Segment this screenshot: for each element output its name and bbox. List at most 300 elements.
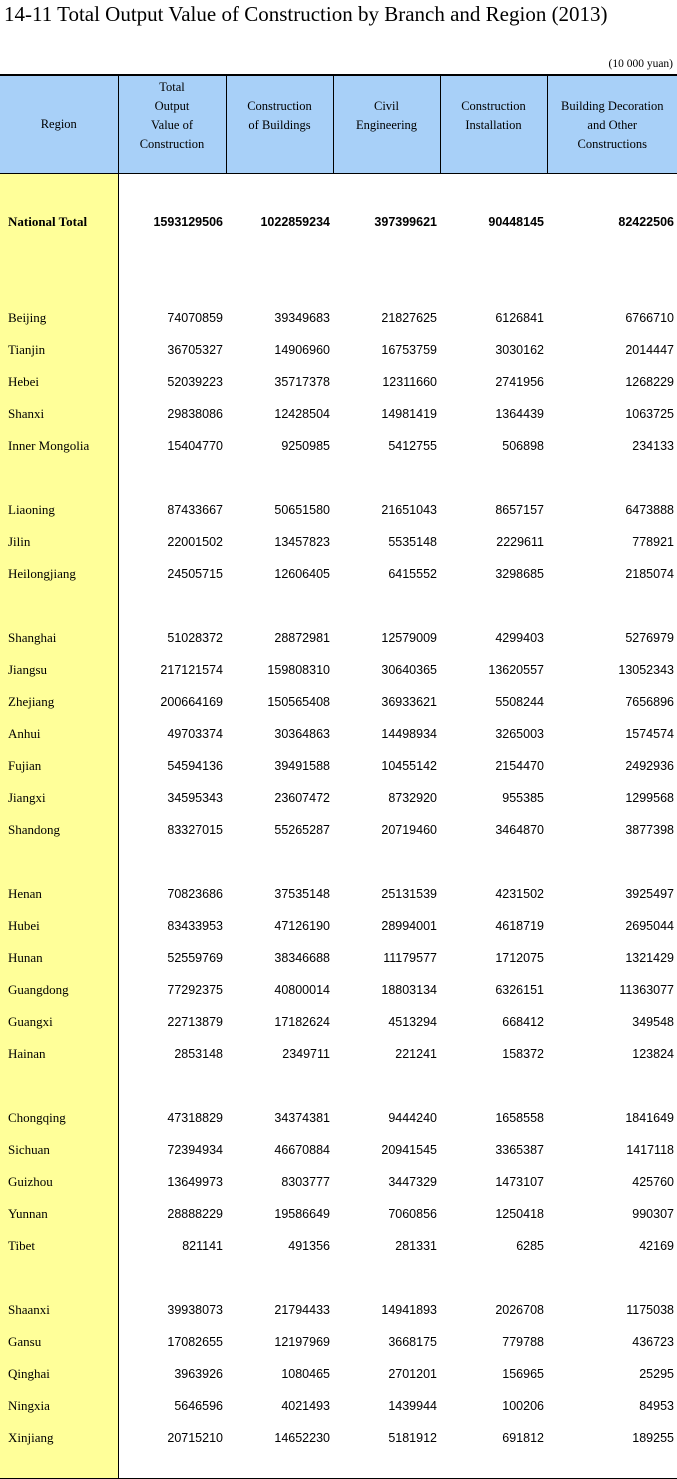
buildings-cell: 159808310 bbox=[226, 654, 333, 686]
spacer-row bbox=[0, 1070, 677, 1102]
buildings-cell: 12197969 bbox=[226, 1326, 333, 1358]
decor-cell: 3877398 bbox=[547, 814, 677, 846]
total-cell: 20715210 bbox=[118, 1422, 226, 1454]
buildings-cell: 50651580 bbox=[226, 494, 333, 526]
total-cell: 74070859 bbox=[118, 302, 226, 334]
header-buildings-line2: of Buildings bbox=[227, 116, 333, 135]
buildings-cell: 39349683 bbox=[226, 302, 333, 334]
total-cell: 3963926 bbox=[118, 1358, 226, 1390]
total-cell: 22713879 bbox=[118, 1006, 226, 1038]
table-row bbox=[0, 558, 677, 590]
buildings-cell: 46670884 bbox=[226, 1134, 333, 1166]
install-cell: 156965 bbox=[440, 1358, 547, 1390]
install-cell: 90448145 bbox=[440, 206, 547, 238]
spacer-cell bbox=[0, 462, 118, 494]
region-cell: Jilin bbox=[0, 526, 118, 558]
spacer-cell bbox=[547, 174, 677, 207]
total-cell: 200664169 bbox=[118, 686, 226, 718]
header-construction-installation bbox=[440, 75, 547, 174]
buildings-cell: 491356 bbox=[226, 1230, 333, 1262]
table-row bbox=[0, 334, 677, 366]
total-cell: 72394934 bbox=[118, 1134, 226, 1166]
table-row bbox=[0, 622, 677, 654]
civil-cell: 30640365 bbox=[333, 654, 440, 686]
buildings-cell: 38346688 bbox=[226, 942, 333, 974]
region-cell: Guangxi bbox=[0, 1006, 118, 1038]
total-cell: 87433667 bbox=[118, 494, 226, 526]
table-row bbox=[0, 1006, 677, 1038]
install-cell: 6285 bbox=[440, 1230, 547, 1262]
decor-cell: 82422506 bbox=[547, 206, 677, 238]
spacer-cell bbox=[333, 270, 440, 302]
region-cell: Jiangsu bbox=[0, 654, 118, 686]
decor-cell: 425760 bbox=[547, 1166, 677, 1198]
header-region-label: Region bbox=[41, 117, 77, 131]
total-cell: 49703374 bbox=[118, 718, 226, 750]
header-civil-line1: Civil bbox=[334, 97, 440, 116]
spacer-cell bbox=[547, 846, 677, 878]
total-cell: 83433953 bbox=[118, 910, 226, 942]
table-row bbox=[0, 302, 677, 334]
total-cell: 217121574 bbox=[118, 654, 226, 686]
civil-cell: 20941545 bbox=[333, 1134, 440, 1166]
install-cell: 13620557 bbox=[440, 654, 547, 686]
buildings-cell: 28872981 bbox=[226, 622, 333, 654]
table-row bbox=[0, 526, 677, 558]
table-row bbox=[0, 654, 677, 686]
decor-cell: 990307 bbox=[547, 1198, 677, 1230]
spacer-cell bbox=[440, 846, 547, 878]
unit-note: (10 000 yuan) bbox=[608, 58, 673, 70]
spacer-cell bbox=[547, 462, 677, 494]
page-title: 14-11 Total Output Value of Construction by Branch and Region (2013) bbox=[4, 2, 608, 27]
total-cell: 28888229 bbox=[118, 1198, 226, 1230]
spacer-cell bbox=[547, 1454, 677, 1479]
spacer-cell bbox=[226, 238, 333, 270]
decor-cell: 3925497 bbox=[547, 878, 677, 910]
decor-cell: 1268229 bbox=[547, 366, 677, 398]
spacer-cell bbox=[0, 1454, 118, 1479]
civil-cell: 36933621 bbox=[333, 686, 440, 718]
decor-cell: 1841649 bbox=[547, 1102, 677, 1134]
spacer-cell bbox=[440, 174, 547, 207]
spacer-cell bbox=[547, 238, 677, 270]
civil-cell: 5535148 bbox=[333, 526, 440, 558]
total-cell: 39938073 bbox=[118, 1294, 226, 1326]
buildings-cell: 40800014 bbox=[226, 974, 333, 1006]
header-total-output bbox=[118, 75, 226, 174]
spacer-cell bbox=[226, 174, 333, 207]
total-cell: 22001502 bbox=[118, 526, 226, 558]
install-cell: 955385 bbox=[440, 782, 547, 814]
region-cell: Hunan bbox=[0, 942, 118, 974]
total-cell: 13649973 bbox=[118, 1166, 226, 1198]
region-cell: Tibet bbox=[0, 1230, 118, 1262]
decor-cell: 2492936 bbox=[547, 750, 677, 782]
spacer-row bbox=[0, 1262, 677, 1294]
header-decor-line1: Building Decoration bbox=[548, 97, 677, 116]
region-cell: Ningxia bbox=[0, 1390, 118, 1422]
table-row bbox=[0, 430, 677, 462]
civil-cell: 10455142 bbox=[333, 750, 440, 782]
install-cell: 2229611 bbox=[440, 526, 547, 558]
civil-cell: 12579009 bbox=[333, 622, 440, 654]
header-region bbox=[0, 75, 118, 174]
table-header-row bbox=[0, 75, 677, 174]
header-civil-engineering bbox=[333, 75, 440, 174]
table-row bbox=[0, 1358, 677, 1390]
spacer-cell bbox=[547, 1262, 677, 1294]
decor-cell: 189255 bbox=[547, 1422, 677, 1454]
civil-cell: 221241 bbox=[333, 1038, 440, 1070]
spacer-cell bbox=[547, 270, 677, 302]
total-cell: 17082655 bbox=[118, 1326, 226, 1358]
region-cell: Guizhou bbox=[0, 1166, 118, 1198]
install-cell: 1712075 bbox=[440, 942, 547, 974]
table-row bbox=[0, 686, 677, 718]
buildings-cell: 13457823 bbox=[226, 526, 333, 558]
spacer-cell bbox=[333, 1454, 440, 1479]
buildings-cell: 39491588 bbox=[226, 750, 333, 782]
install-cell: 4299403 bbox=[440, 622, 547, 654]
spacer-cell bbox=[226, 1454, 333, 1479]
header-decor-line2: and Other bbox=[548, 116, 677, 135]
spacer-row bbox=[0, 462, 677, 494]
decor-cell: 13052343 bbox=[547, 654, 677, 686]
spacer-cell bbox=[440, 1070, 547, 1102]
decor-cell: 6473888 bbox=[547, 494, 677, 526]
region-cell: Jiangxi bbox=[0, 782, 118, 814]
spacer-cell bbox=[440, 1454, 547, 1479]
spacer-cell bbox=[118, 1454, 226, 1479]
install-cell: 668412 bbox=[440, 1006, 547, 1038]
buildings-cell: 1022859234 bbox=[226, 206, 333, 238]
buildings-cell: 17182624 bbox=[226, 1006, 333, 1038]
region-cell: Heilongjiang bbox=[0, 558, 118, 590]
decor-cell: 42169 bbox=[547, 1230, 677, 1262]
spacer-cell bbox=[333, 846, 440, 878]
decor-cell: 1299568 bbox=[547, 782, 677, 814]
table-row bbox=[0, 1102, 677, 1134]
region-cell: Hainan bbox=[0, 1038, 118, 1070]
region-cell: Qinghai bbox=[0, 1358, 118, 1390]
civil-cell: 18803134 bbox=[333, 974, 440, 1006]
region-cell: Yunnan bbox=[0, 1198, 118, 1230]
install-cell: 1658558 bbox=[440, 1102, 547, 1134]
civil-cell: 25131539 bbox=[333, 878, 440, 910]
decor-cell: 2695044 bbox=[547, 910, 677, 942]
header-total-line3: Value of bbox=[119, 116, 226, 135]
spacer-row bbox=[0, 1454, 677, 1479]
spacer-cell bbox=[440, 238, 547, 270]
region-cell: Tianjin bbox=[0, 334, 118, 366]
table-row bbox=[0, 718, 677, 750]
civil-cell: 281331 bbox=[333, 1230, 440, 1262]
buildings-cell: 8303777 bbox=[226, 1166, 333, 1198]
buildings-cell: 14906960 bbox=[226, 334, 333, 366]
install-cell: 4618719 bbox=[440, 910, 547, 942]
install-cell: 8657157 bbox=[440, 494, 547, 526]
buildings-cell: 12606405 bbox=[226, 558, 333, 590]
construction-output-table bbox=[0, 74, 677, 1479]
decor-cell: 7656896 bbox=[547, 686, 677, 718]
region-cell: National Total bbox=[0, 206, 118, 238]
spacer-row bbox=[0, 238, 677, 270]
region-cell: Xinjiang bbox=[0, 1422, 118, 1454]
table-row bbox=[0, 1038, 677, 1070]
spacer-cell bbox=[547, 590, 677, 622]
total-cell: 83327015 bbox=[118, 814, 226, 846]
total-cell: 24505715 bbox=[118, 558, 226, 590]
decor-cell: 1321429 bbox=[547, 942, 677, 974]
decor-cell: 349548 bbox=[547, 1006, 677, 1038]
civil-cell: 397399621 bbox=[333, 206, 440, 238]
civil-cell: 21827625 bbox=[333, 302, 440, 334]
total-cell: 51028372 bbox=[118, 622, 226, 654]
install-cell: 3265003 bbox=[440, 718, 547, 750]
table-row bbox=[0, 366, 677, 398]
region-cell: Henan bbox=[0, 878, 118, 910]
header-civil-line2: Engineering bbox=[334, 116, 440, 135]
civil-cell: 5181912 bbox=[333, 1422, 440, 1454]
total-cell: 77292375 bbox=[118, 974, 226, 1006]
install-cell: 1364439 bbox=[440, 398, 547, 430]
header-total-line4: Construction bbox=[119, 135, 226, 154]
decor-cell: 25295 bbox=[547, 1358, 677, 1390]
civil-cell: 8732920 bbox=[333, 782, 440, 814]
table-row bbox=[0, 942, 677, 974]
civil-cell: 16753759 bbox=[333, 334, 440, 366]
civil-cell: 12311660 bbox=[333, 366, 440, 398]
decor-cell: 11363077 bbox=[547, 974, 677, 1006]
civil-cell: 3668175 bbox=[333, 1326, 440, 1358]
spacer-cell bbox=[226, 590, 333, 622]
table-row bbox=[0, 782, 677, 814]
table-row bbox=[0, 814, 677, 846]
spacer-cell bbox=[0, 174, 118, 207]
civil-cell: 2701201 bbox=[333, 1358, 440, 1390]
decor-cell: 1063725 bbox=[547, 398, 677, 430]
table-row bbox=[0, 974, 677, 1006]
install-cell: 158372 bbox=[440, 1038, 547, 1070]
total-cell: 52039223 bbox=[118, 366, 226, 398]
buildings-cell: 14652230 bbox=[226, 1422, 333, 1454]
civil-cell: 7060856 bbox=[333, 1198, 440, 1230]
spacer-cell bbox=[226, 846, 333, 878]
install-cell: 2154470 bbox=[440, 750, 547, 782]
region-cell: Fujian bbox=[0, 750, 118, 782]
decor-cell: 234133 bbox=[547, 430, 677, 462]
spacer-cell bbox=[118, 270, 226, 302]
table-row bbox=[0, 1230, 677, 1262]
table-row bbox=[0, 1166, 677, 1198]
total-cell: 1593129506 bbox=[118, 206, 226, 238]
spacer-row bbox=[0, 590, 677, 622]
decor-cell: 2185074 bbox=[547, 558, 677, 590]
buildings-cell: 4021493 bbox=[226, 1390, 333, 1422]
region-cell: Hubei bbox=[0, 910, 118, 942]
civil-cell: 20719460 bbox=[333, 814, 440, 846]
spacer-cell bbox=[0, 590, 118, 622]
table-row bbox=[0, 878, 677, 910]
region-cell: Hebei bbox=[0, 366, 118, 398]
total-cell: 5646596 bbox=[118, 1390, 226, 1422]
national-total-row bbox=[0, 206, 677, 238]
table-row bbox=[0, 494, 677, 526]
table-body bbox=[0, 174, 677, 1479]
spacer-cell bbox=[118, 590, 226, 622]
spacer-cell bbox=[0, 270, 118, 302]
table-row bbox=[0, 1422, 677, 1454]
region-cell: Shandong bbox=[0, 814, 118, 846]
install-cell: 506898 bbox=[440, 430, 547, 462]
buildings-cell: 37535148 bbox=[226, 878, 333, 910]
civil-cell: 14981419 bbox=[333, 398, 440, 430]
spacer-cell bbox=[547, 1070, 677, 1102]
total-cell: 54594136 bbox=[118, 750, 226, 782]
decor-cell: 1417118 bbox=[547, 1134, 677, 1166]
civil-cell: 14941893 bbox=[333, 1294, 440, 1326]
region-cell: Anhui bbox=[0, 718, 118, 750]
decor-cell: 6766710 bbox=[547, 302, 677, 334]
buildings-cell: 2349711 bbox=[226, 1038, 333, 1070]
install-cell: 2026708 bbox=[440, 1294, 547, 1326]
buildings-cell: 35717378 bbox=[226, 366, 333, 398]
region-cell: Liaoning bbox=[0, 494, 118, 526]
spacer-cell bbox=[333, 1262, 440, 1294]
civil-cell: 6415552 bbox=[333, 558, 440, 590]
spacer-cell bbox=[333, 462, 440, 494]
civil-cell: 3447329 bbox=[333, 1166, 440, 1198]
total-cell: 15404770 bbox=[118, 430, 226, 462]
table-row bbox=[0, 750, 677, 782]
install-cell: 3030162 bbox=[440, 334, 547, 366]
decor-cell: 2014447 bbox=[547, 334, 677, 366]
total-cell: 2853148 bbox=[118, 1038, 226, 1070]
install-cell: 4231502 bbox=[440, 878, 547, 910]
spacer-cell bbox=[440, 462, 547, 494]
header-buildings-line1: Construction bbox=[227, 97, 333, 116]
spacer-cell bbox=[118, 1070, 226, 1102]
total-cell: 47318829 bbox=[118, 1102, 226, 1134]
spacer-cell bbox=[118, 462, 226, 494]
header-install-line2: Installation bbox=[441, 116, 547, 135]
install-cell: 2741956 bbox=[440, 366, 547, 398]
install-cell: 100206 bbox=[440, 1390, 547, 1422]
region-cell: Shanghai bbox=[0, 622, 118, 654]
spacer-cell bbox=[118, 846, 226, 878]
spacer-row bbox=[0, 846, 677, 878]
buildings-cell: 9250985 bbox=[226, 430, 333, 462]
install-cell: 1250418 bbox=[440, 1198, 547, 1230]
spacer-cell bbox=[333, 590, 440, 622]
decor-cell: 5276979 bbox=[547, 622, 677, 654]
total-cell: 821141 bbox=[118, 1230, 226, 1262]
buildings-cell: 47126190 bbox=[226, 910, 333, 942]
buildings-cell: 19586649 bbox=[226, 1198, 333, 1230]
civil-cell: 1439944 bbox=[333, 1390, 440, 1422]
table-row bbox=[0, 1198, 677, 1230]
total-cell: 29838086 bbox=[118, 398, 226, 430]
spacer-cell bbox=[333, 238, 440, 270]
spacer-cell bbox=[118, 238, 226, 270]
total-cell: 34595343 bbox=[118, 782, 226, 814]
region-cell: Zhejiang bbox=[0, 686, 118, 718]
total-cell: 52559769 bbox=[118, 942, 226, 974]
buildings-cell: 23607472 bbox=[226, 782, 333, 814]
spacer-cell bbox=[226, 1262, 333, 1294]
region-cell: Gansu bbox=[0, 1326, 118, 1358]
spacer-cell bbox=[118, 1262, 226, 1294]
civil-cell: 11179577 bbox=[333, 942, 440, 974]
decor-cell: 778921 bbox=[547, 526, 677, 558]
decor-cell: 1574574 bbox=[547, 718, 677, 750]
spacer-cell bbox=[226, 270, 333, 302]
buildings-cell: 1080465 bbox=[226, 1358, 333, 1390]
total-cell: 36705327 bbox=[118, 334, 226, 366]
install-cell: 779788 bbox=[440, 1326, 547, 1358]
header-total-line1: Total bbox=[119, 78, 226, 97]
table-row bbox=[0, 910, 677, 942]
decor-cell: 436723 bbox=[547, 1326, 677, 1358]
spacer-cell bbox=[0, 1262, 118, 1294]
buildings-cell: 12428504 bbox=[226, 398, 333, 430]
civil-cell: 14498934 bbox=[333, 718, 440, 750]
header-install-line1: Construction bbox=[441, 97, 547, 116]
region-cell: Sichuan bbox=[0, 1134, 118, 1166]
region-cell: Shaanxi bbox=[0, 1294, 118, 1326]
install-cell: 5508244 bbox=[440, 686, 547, 718]
spacer-cell bbox=[0, 846, 118, 878]
spacer-cell bbox=[0, 238, 118, 270]
install-cell: 3298685 bbox=[440, 558, 547, 590]
install-cell: 691812 bbox=[440, 1422, 547, 1454]
install-cell: 6326151 bbox=[440, 974, 547, 1006]
spacer-cell bbox=[440, 1262, 547, 1294]
total-cell: 70823686 bbox=[118, 878, 226, 910]
spacer-cell bbox=[440, 270, 547, 302]
install-cell: 1473107 bbox=[440, 1166, 547, 1198]
table-row bbox=[0, 1294, 677, 1326]
civil-cell: 9444240 bbox=[333, 1102, 440, 1134]
decor-cell: 1175038 bbox=[547, 1294, 677, 1326]
buildings-cell: 21794433 bbox=[226, 1294, 333, 1326]
header-construction-of-buildings bbox=[226, 75, 333, 174]
civil-cell: 5412755 bbox=[333, 430, 440, 462]
region-cell: Chongqing bbox=[0, 1102, 118, 1134]
buildings-cell: 150565408 bbox=[226, 686, 333, 718]
header-decor-line3: Constructions bbox=[548, 135, 677, 154]
decor-cell: 84953 bbox=[547, 1390, 677, 1422]
region-cell: Inner Mongolia bbox=[0, 430, 118, 462]
table-row bbox=[0, 1326, 677, 1358]
spacer-cell bbox=[226, 1070, 333, 1102]
civil-cell: 4513294 bbox=[333, 1006, 440, 1038]
spacer-row bbox=[0, 270, 677, 302]
table-row bbox=[0, 398, 677, 430]
table-row bbox=[0, 1134, 677, 1166]
spacer-cell bbox=[333, 1070, 440, 1102]
buildings-cell: 30364863 bbox=[226, 718, 333, 750]
install-cell: 3365387 bbox=[440, 1134, 547, 1166]
spacer-row bbox=[0, 174, 677, 207]
civil-cell: 21651043 bbox=[333, 494, 440, 526]
region-cell: Beijing bbox=[0, 302, 118, 334]
buildings-cell: 55265287 bbox=[226, 814, 333, 846]
spacer-cell bbox=[226, 462, 333, 494]
header-total-line2: Output bbox=[119, 97, 226, 116]
spacer-cell bbox=[0, 1070, 118, 1102]
